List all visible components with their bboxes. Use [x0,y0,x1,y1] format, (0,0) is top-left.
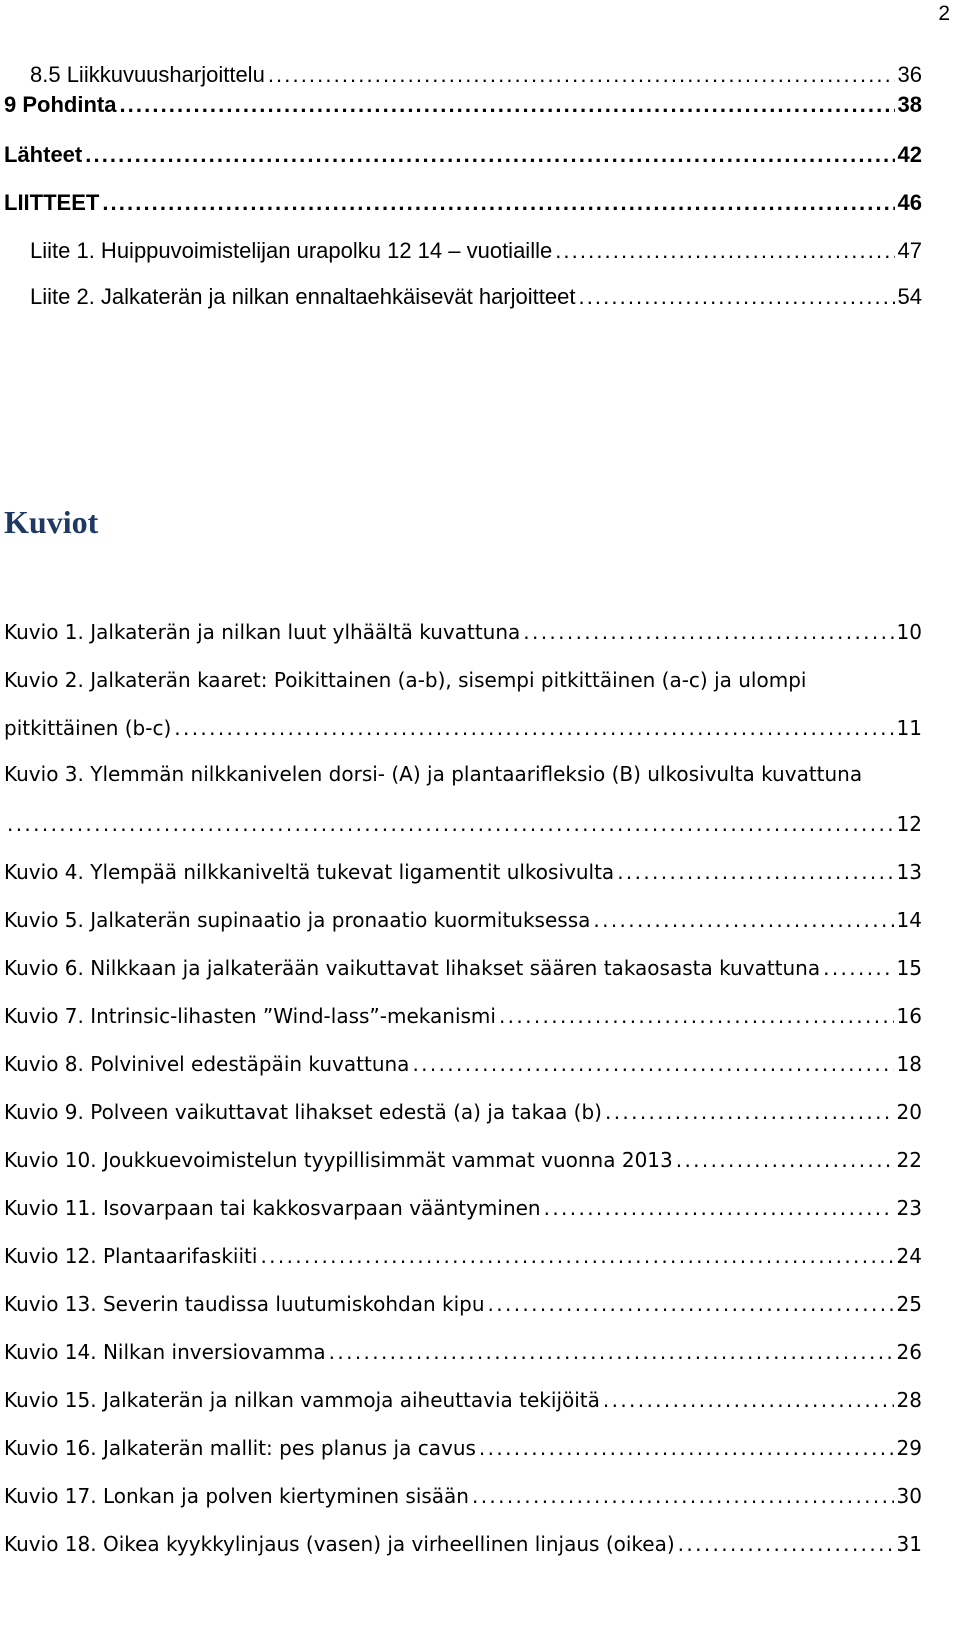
figure-entry-page: 14 [896,908,922,932]
figure-entry[interactable] [4,812,922,836]
toc-entry[interactable] [30,238,922,264]
figure-entry-page: 31 [896,1532,922,1556]
figure-entry-title: Kuvio 3. Ylemmän nilkkanivelen dorsi- (A) ja plantaarifleksio (B) ulkosivulta kuvattuna [4,762,863,786]
toc-entry-page: 36 [897,62,922,87]
figure-entry-line1[interactable] [4,668,922,692]
dot-leader [85,142,894,168]
figure-entry-title: Kuvio 8. Polvinivel edestäpäin kuvattuna [4,1052,410,1076]
figure-entry-title: Kuvio 9. Polveen vaikuttavat lihakset edestä (a) ja takaa (b) [4,1100,602,1124]
toc-entry-page: 42 [897,142,922,167]
figure-entry[interactable] [4,1292,922,1316]
dot-leader [329,1340,894,1364]
figure-entry-title: Kuvio 10. Joukkuevoimistelun tyypillisimmät vammat vuonna 2013 [4,1148,673,1172]
figure-entry-title: Kuvio 13. Severin taudissa luutumiskohdan kipu [4,1292,485,1316]
dot-leader [102,190,894,216]
figure-entry-page: 16 [896,1004,922,1028]
toc-entry-page: 46 [897,190,922,215]
dot-leader [523,620,893,644]
figure-entry-title: Kuvio 7. Intrinsic-lihasten ”Wind-lass”-mekanismi [4,1004,496,1028]
figure-entry[interactable] [4,1484,922,1508]
figure-entry[interactable] [4,1532,922,1556]
dot-leader [412,1052,893,1076]
toc-entry[interactable] [4,190,922,216]
figure-entry-page: 25 [896,1292,922,1316]
toc-entry-title: Liite 2. Jalkaterän ja nilkan ennaltaehkäisevät harjoitteet [30,284,576,309]
figure-entry[interactable] [4,1004,922,1028]
figure-entry-page: 13 [896,860,922,884]
dot-leader [578,284,894,310]
figure-entry-title: Kuvio 11. Isovarpaan tai kakkosvarpaan vääntyminen [4,1196,541,1220]
dot-leader [260,1244,893,1268]
figure-entry[interactable] [4,1244,922,1268]
dot-leader [499,1004,894,1028]
figure-entry-page: 18 [896,1052,922,1076]
toc-entry-title: Lähteet [4,142,83,167]
figure-entry-page: 15 [896,956,922,980]
dot-leader [678,1532,894,1556]
toc-entry-title: LIITTEET [4,190,100,215]
dot-leader [544,1196,894,1220]
dot-leader [472,1484,894,1508]
figure-entry-page: 12 [896,812,922,836]
figure-entry[interactable] [4,620,922,644]
toc-entry[interactable] [30,284,922,310]
figure-entry-title: Kuvio 5. Jalkaterän supinaatio ja pronaatio kuormituksessa [4,908,591,932]
figure-entry-line1[interactable] [4,762,960,786]
figure-entry-title: Kuvio 4. Ylempää nilkkaniveltä tukevat ligamentit ulkosivulta [4,860,615,884]
figure-entry-title: Kuvio 6. Nilkkaan ja jalkaterään vaikuttavat lihakset säären takaosasta kuvattuna [4,956,821,980]
toc-entry-page: 38 [897,92,922,117]
dot-leader [555,238,894,264]
page-number: 2 [938,2,950,25]
figure-entry-title: Kuvio 16. Jalkaterän mallit: pes planus ja cavus [4,1436,476,1460]
figure-entry-title: Kuvio 2. Jalkaterän kaaret: Poikittainen (a-b), sisempi pitkittäinen (a-c) ja ulompi [4,668,807,692]
figure-entry[interactable] [4,1052,922,1076]
toc-entry[interactable] [30,62,922,88]
dot-leader [119,92,894,118]
figure-entry[interactable] [4,956,922,980]
figure-entry-page: 26 [896,1340,922,1364]
figure-entry[interactable] [4,1388,922,1412]
figure-entry-title: Kuvio 1. Jalkaterän ja nilkan luut ylhäältä kuvattuna [4,620,521,644]
figure-entry-title: Kuvio 17. Lonkan ja polven kiertyminen sisään [4,1484,469,1508]
figure-entry-page: 20 [896,1100,922,1124]
figure-entry-title: Kuvio 18. Oikea kyykkylinjaus (vasen) ja virheellinen linjaus (oikea) [4,1532,675,1556]
figure-entry[interactable] [4,908,922,932]
figure-entry-page: 30 [896,1484,922,1508]
figure-entry-page: 10 [896,620,922,644]
figure-entry-page: 11 [896,716,922,740]
figure-entry-title: Kuvio 12. Plantaarifaskiiti [4,1244,258,1268]
dot-leader [7,812,894,836]
toc-entry-page: 54 [897,284,922,309]
dot-leader [617,860,893,884]
figure-entry-page: 23 [896,1196,922,1220]
toc-entry[interactable] [4,92,922,118]
figure-entry[interactable] [4,1196,922,1220]
figure-entry-title-continued: pitkittäinen (b-c) [4,716,172,740]
toc-entry[interactable] [4,142,922,168]
dot-leader [605,1100,894,1124]
figure-entry-title: Kuvio 15. Jalkaterän ja nilkan vammoja aiheuttavia tekijöitä [4,1388,600,1412]
figure-entry[interactable] [4,716,922,740]
dot-leader [268,62,895,88]
dot-leader [479,1436,894,1460]
dot-leader [488,1292,894,1316]
dot-leader [174,716,893,740]
figure-entry-page: 22 [896,1148,922,1172]
dot-leader [676,1148,894,1172]
figure-entry-title: Kuvio 14. Nilkan inversiovamma [4,1340,326,1364]
toc-entry-title: Liite 1. Huippuvoimistelijan urapolku 12 14 – vuotiaille [30,238,553,263]
figure-entry-page: 28 [896,1388,922,1412]
figure-entry[interactable] [4,860,922,884]
dot-leader [593,908,893,932]
figure-entry[interactable] [4,1436,922,1460]
toc-entry-page: 47 [897,238,922,263]
figure-entry[interactable] [4,1340,922,1364]
toc-entry-title: 8.5 Liikkuvuusharjoittelu [30,62,265,87]
figures-heading: Kuviot [4,504,99,540]
toc-entry-title: 9 Pohdinta [4,92,117,117]
figure-entry[interactable] [4,1100,922,1124]
figure-entry-page: 29 [896,1436,922,1460]
dot-leader [603,1388,894,1412]
figure-entry[interactable] [4,1148,922,1172]
figure-entry-page: 24 [896,1244,922,1268]
dot-leader [823,956,893,980]
